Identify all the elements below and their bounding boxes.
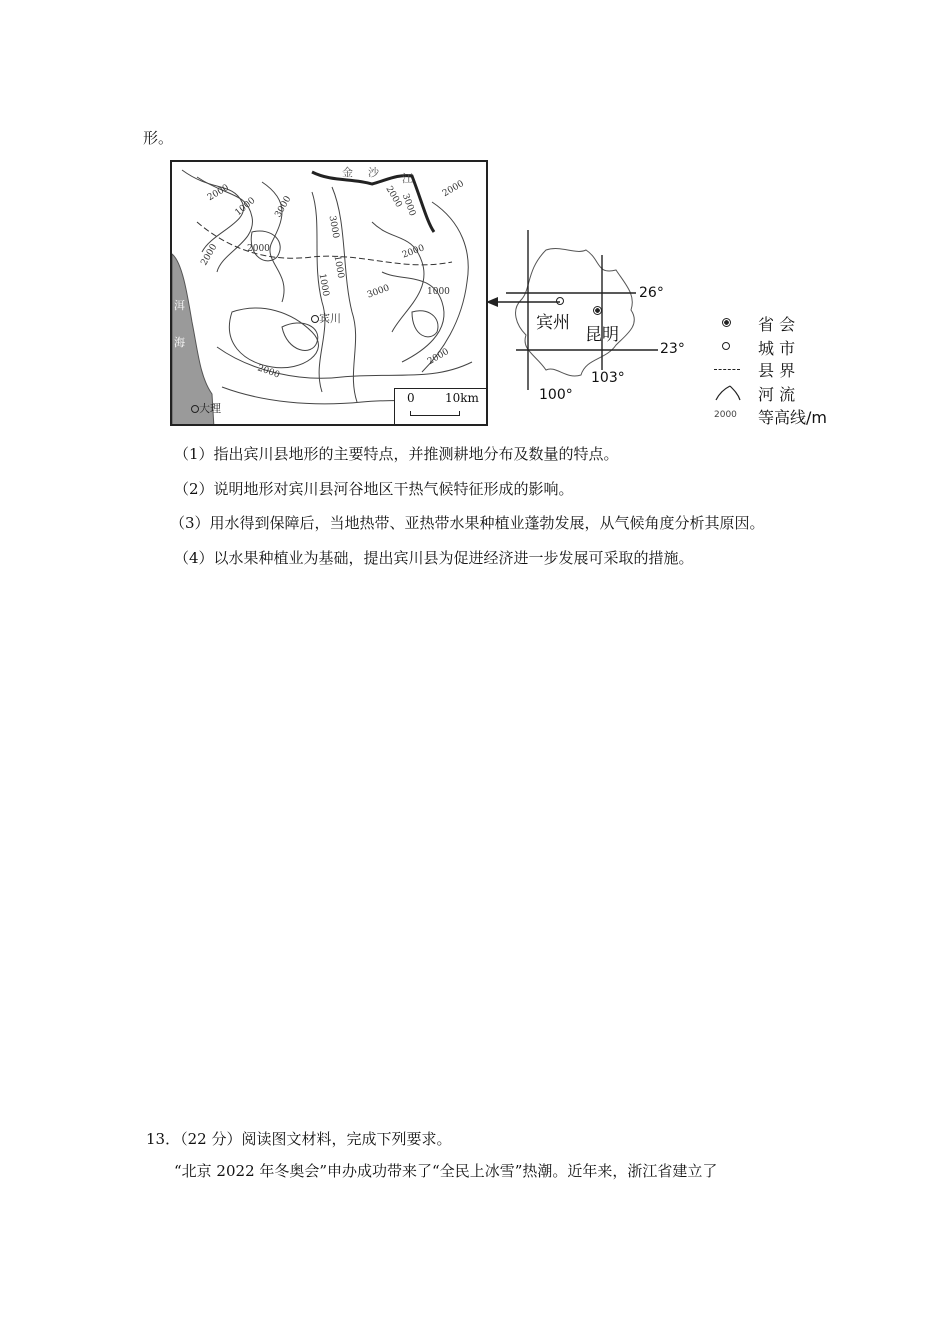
contour-label: 3000 — [273, 194, 294, 220]
scale-bar — [410, 411, 460, 416]
capital-marker-kunming — [593, 306, 602, 315]
city-marker-dali — [191, 405, 199, 413]
question-13-heading: 13．（22 分）阅读图文材料，完成下列要求。 — [146, 1130, 452, 1148]
legend-capital-label: 省 会 — [758, 315, 796, 334]
contour-label: 2000 — [426, 346, 451, 368]
question-4: （4）以水果种植业为基础，提出宾川县为促进经济进一步发展可采取的措施。 — [174, 549, 694, 567]
contour-label: 2000 — [247, 244, 270, 254]
legend-city-label: 城 市 — [758, 339, 796, 358]
river-label-jiang: 江 — [402, 172, 413, 185]
city-label-binchuan: 宾川 — [319, 312, 341, 325]
city-marker-binchuan — [311, 315, 319, 323]
scale-box — [394, 388, 488, 426]
label-lon-103: 103° — [591, 370, 625, 386]
legend-border-label: 县 界 — [758, 361, 796, 380]
location-inset-map — [486, 230, 706, 410]
scale-zero: 0 — [407, 391, 415, 405]
continued-text-fragment: 形。 — [143, 129, 174, 147]
map-legend — [704, 308, 844, 428]
contour-label: 3000 — [399, 192, 418, 218]
contour-label: 2000 — [255, 363, 281, 381]
contour-label: 2000 — [206, 182, 231, 204]
legend-contour-label: 等高线/m — [758, 408, 827, 427]
legend-river-label: 河 流 — [758, 385, 796, 404]
city-marker-binzhou — [556, 297, 564, 305]
contour-label: 3000 — [365, 283, 391, 301]
legend-capital-icon — [722, 318, 731, 327]
lake-label-hai: 海 — [174, 336, 185, 349]
question-1: （1）指出宾川县地形的主要特点，并推测耕地分布及数量的特点。 — [174, 445, 619, 463]
contour-label: 3000 — [326, 214, 341, 240]
label-lat-26: 26° — [639, 285, 664, 301]
contour-label: 1000 — [331, 254, 346, 280]
label-binzhou: 宾州 — [536, 313, 570, 333]
question-2: （2）说明地形对宾川县河谷地区干热气候特征形成的影响。 — [174, 480, 574, 498]
legend-river-icon — [714, 382, 742, 402]
city-label-dali: 大理 — [199, 402, 221, 415]
question-3: （3）用水得到保障后，当地热带、亚热带水果种植业蓬勃发展，从气候角度分析其原因。 — [170, 514, 765, 532]
legend-contour-sample: 2000 — [714, 410, 737, 420]
legend-city-icon — [722, 342, 730, 350]
contour-label: 1000 — [427, 287, 450, 297]
contour-label: 2000 — [383, 184, 404, 210]
label-lat-23: 23° — [660, 341, 685, 357]
river-label-jin: 金 — [342, 166, 353, 179]
contour-label: 2000 — [199, 242, 220, 268]
scale-end: 10km — [445, 391, 479, 405]
contour-label: 2000 — [441, 178, 466, 200]
contour-label: 1000 — [316, 272, 331, 298]
contour-label: 1000 — [233, 195, 258, 219]
label-kunming: 昆明 — [585, 325, 619, 345]
topographic-map — [170, 160, 488, 426]
river-label-sha: 沙 — [368, 166, 379, 179]
lake-label-er: 洱 — [174, 299, 185, 312]
label-lon-100: 100° — [539, 387, 573, 403]
contour-label: 2000 — [400, 243, 426, 261]
legend-border-icon — [714, 369, 740, 370]
question-13-body: “北京 2022 年冬奥会”申办成功带来了“全民上冰雪”热潮。近年来，浙江省建立了 — [174, 1162, 718, 1180]
